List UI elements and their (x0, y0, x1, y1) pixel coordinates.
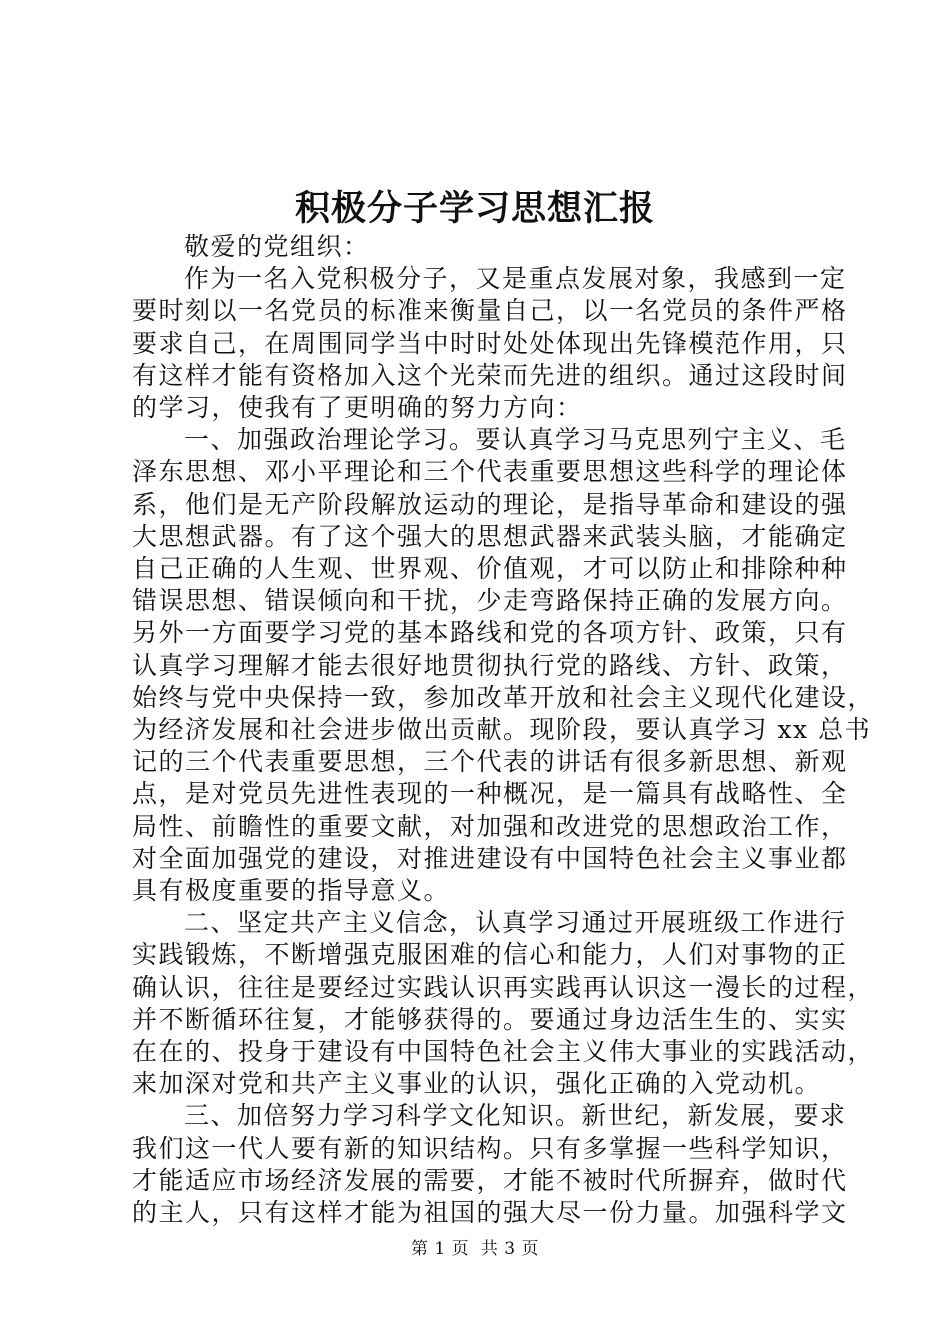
text-line: 为经济发展和社会进步做出贡献。现阶段，要认真学习 xx 总书 (132, 715, 872, 745)
text-line: 作为一名入党积极分子，又是重点发展对象，我感到一定 (184, 264, 847, 294)
document-title: 积极分子学习思想汇报 (294, 188, 655, 229)
text-line: 二、坚定共产主义信念，认真学习通过开展班级工作进行 (184, 908, 847, 938)
text-line: 要求自己，在周围同学当中时时处处体现出先锋模范作用，只 (132, 328, 848, 358)
paragraph-section-one (132, 424, 875, 907)
text-line: 三、加倍努力学习科学文化知识。新世纪，新发展，要求 (184, 1101, 847, 1131)
text-line: 的学习，使我有了更明确的努力方向： (132, 393, 583, 423)
text-line: 对全面加强党的建设，对推进建设有中国特色社会主义事业都 (132, 843, 848, 873)
text-line: 错误思想、错误倾向和干扰，少走弯路保持正确的发展方向。 (132, 586, 848, 616)
text-line: 大思想武器。有了这个强大的思想武器来武装头脑，才能确定 (132, 521, 848, 551)
text-line: 确认识，往往是要经过实践认识再实践再认识这一漫长的过程， (132, 972, 875, 1002)
salutation: 敬爱的党组织： (184, 232, 370, 261)
text-line: 并不断循环往复，才能够获得的。要通过身边活生生的、实实 (132, 1004, 848, 1034)
text-line: 认真学习理解才能去很好地贯彻执行党的路线、方针、政策， (132, 650, 848, 680)
paragraph-section-three (132, 1100, 848, 1229)
text-line: 记的三个代表重要思想，三个代表的讲话有很多新思想、新观 (132, 747, 848, 777)
text-line: 局性、前瞻性的重要文献，对加强和改进党的思想政治工作， (132, 811, 848, 841)
text-line: 系，他们是无产阶段解放运动的理论，是指导革命和建设的强 (132, 489, 848, 519)
text-line: 在在的、投身于建设有中国特色社会主义伟大事业的实践活动， (132, 1037, 875, 1067)
text-line: 另外一方面要学习党的基本路线和党的各项方针、政策，只有 (132, 618, 848, 648)
text-line: 具有极度重要的指导意义。 (132, 876, 451, 906)
text-line: 有这样才能有资格加入这个光荣而先进的组织。通过这段时间 (132, 360, 848, 390)
document-body (132, 231, 875, 1229)
page-number: 第 1 页 共 3 页 (410, 1239, 540, 1259)
text-line: 才能适应市场经济发展的需要，才能不被时代所摒弃，做时代 (132, 1165, 848, 1195)
text-line: 泽东思想、邓小平理论和三个代表重要思想这些科学的理论体 (132, 457, 848, 487)
text-line: 要时刻以一名党员的标准来衡量自己，以一名党员的条件严格 (132, 296, 848, 326)
text-line: 始终与党中央保持一致，参加改革开放和社会主义现代化建设， (132, 682, 875, 712)
text-line: 的主人，只有这样才能为祖国的强大尽一份力量。加强科学文 (132, 1198, 848, 1228)
text-line: 一、加强政治理论学习。要认真学习马克思列宁主义、毛 (184, 425, 847, 455)
text-line: 自己正确的人生观、世界观、价值观，才可以防止和排除种种 (132, 554, 848, 584)
page-footer (0, 1237, 950, 1261)
paragraph-intro (132, 263, 848, 424)
paragraph-section-two (132, 907, 875, 1100)
text-line: 点，是对党员先进性表现的一种概况，是一篇具有战略性、全 (132, 779, 848, 809)
text-line: 实践锻炼，不断增强克服困难的信心和能力，人们对事物的正 (132, 940, 848, 970)
text-line: 我们这一代人要有新的知识结构。只有多掌握一些科学知识， (132, 1133, 848, 1163)
text-line: 来加深对党和共产主义事业的认识，强化正确的入党动机。 (132, 1069, 822, 1099)
